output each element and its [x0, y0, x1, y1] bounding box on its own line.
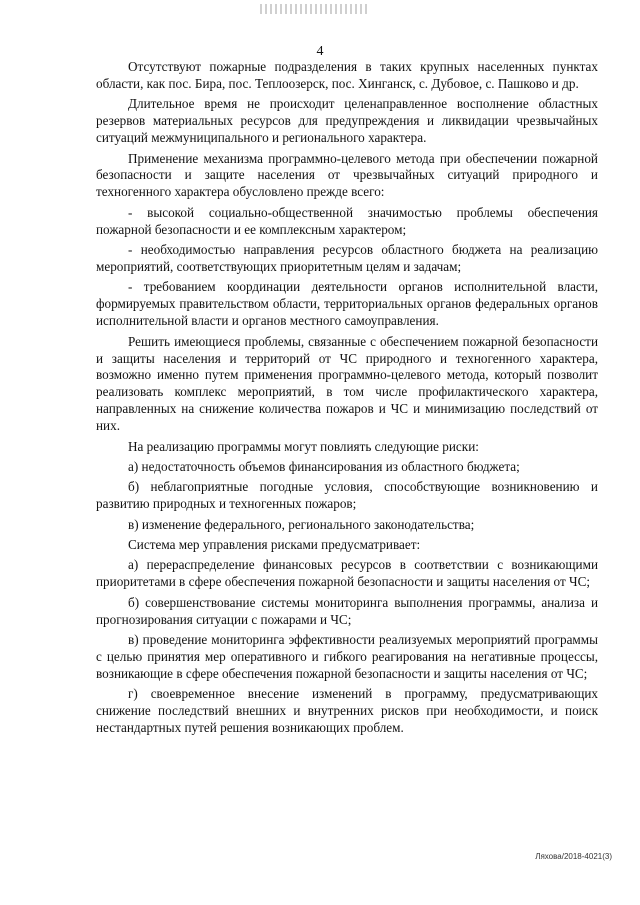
risk-item-a: а) недостаточность объемов финансирования из областного бюджета;: [128, 458, 520, 474]
document-code: Ляхова/2018-4021(3): [535, 852, 612, 861]
paragraph-missing-fire-units: Отсутствуют пожарные подразделения в таких крупных населенных пунктах области, как пос. Бира, пос. Теплоозерск, пос. Хинганск, с. Дубовое, с. Пашково и др.: [96, 59, 598, 91]
paragraph-program-method: Применение механизма программно-целевого метода при обеспечении пожарной безопасности и защите населения от чрезвычайных ситуаций природного и техногенного характера обусловлено прежде всего:: [96, 150, 598, 200]
measure-item-c: в) проведение мониторинга эффективности реализуемых мероприятий программы с целью принятия мер оперативного и гибкого реагирования на негативные процессы, возникающие в сфере обеспечения пожарной безопасности и защиты населения от ЧС;: [96, 632, 598, 681]
list-item-budget: - необходимостью направления ресурсов областного бюджета на реализацию мероприятий, соответствующих приоритетным целям и задачам;: [96, 242, 598, 274]
paragraph-reserves: Длительное время не происходит целенаправленное восполнение областных резервов материальных ресурсов для предупреждения и ликвидации чрезвычайных ситуаций межмуниципального и регионального характера.: [96, 96, 598, 146]
measure-item-b: б) совершенствование системы мониторинга выполнения программы, анализа и прогнозирования ситуации с пожарами и ЧС;: [96, 594, 598, 627]
document-body: [96, 59, 598, 741]
risk-item-b: б) неблагоприятные погодные условия, способствующие возникновению и развитию природных и техногенных пожаров;: [96, 479, 598, 512]
measure-item-a: а) перераспределение финансовых ресурсов в соответствии с возникающими приоритетами в сфере обеспечения пожарной безопасности и защиты населения от ЧС;: [96, 557, 598, 590]
page-number: 4: [316, 44, 324, 59]
paragraph-solution: Решить имеющиеся проблемы, связанные с обеспечением пожарной безопасности и защиты населения и территорий от ЧС природного и техногенного характера, возможно именно путем применения программно-целевого метода, который позволит реализовать комплекс мероприятий, в том числе профилактического характера, направленных на снижение количества пожаров и ЧС и минимизацию последствий от них.: [96, 333, 598, 434]
risk-item-c: в) изменение федерального, регионального законодательства;: [128, 516, 475, 532]
paragraph-risks-intro: На реализацию программы могут повлиять следующие риски:: [128, 438, 479, 454]
scan-stamp-mark: [260, 4, 370, 14]
measure-item-d: г) своевременное внесение изменений в программу, предусматривающих снижение последствий внешних и внутренних рисков при необходимости, и поиск нестандартных путей решения возникающих проблем.: [96, 686, 598, 736]
list-item-coordination: - требованием координации деятельности органов исполнительной власти, формируемых правительством области, территориальных органов федеральных органов исполнительной власти и органов местного самоуправления.: [96, 279, 598, 329]
paragraph-measures-intro: Система мер управления рисками предусматривает:: [128, 537, 421, 553]
list-item-significance: - высокой социально-общественной значимостью проблемы обеспечения пожарной безопасности и ее комплексным характером;: [96, 204, 598, 237]
